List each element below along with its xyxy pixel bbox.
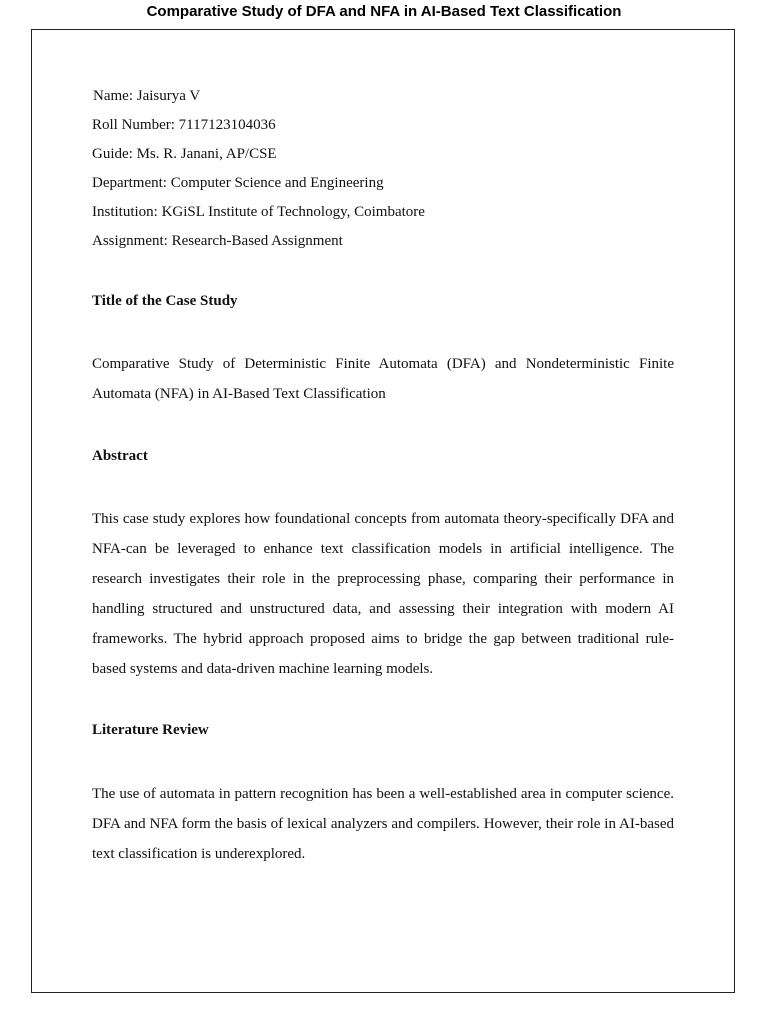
abstract-heading: Abstract (92, 448, 148, 464)
literature-review-text: The use of automata in pattern recognition has been a well-established area in computer science. DFA and NFA form the basis of lexical analyzers and compilers. However, their role in AI-based text classification is underexplored. (92, 786, 674, 862)
page-header-title: Comparative Study of DFA and NFA in AI-Based Text Classification (146, 3, 622, 20)
literature-review-heading: Literature Review (92, 722, 209, 738)
department: Department: Computer Science and Engineering (92, 175, 384, 191)
case-study-title-heading: Title of the Case Study (92, 293, 238, 309)
assignment-type: Assignment: Research-Based Assignment (92, 233, 343, 249)
guide-name: Guide: Ms. R. Janani, AP/CSE (92, 146, 277, 162)
student-name: Name: Jaisurya V (93, 88, 201, 104)
abstract-text: This case study explores how foundational concepts from automata theory-specifically DFA and NFA-can be leveraged to enhance text classification models in artificial intelligence. The research investigates their role in the preprocessing phase, comparing their performance in handling structured and unstructured data, and assessing their integration with modern AI frameworks. The hybrid approach proposed aims to bridge the gap between traditional rule-based systems and data-driven machine learning models. (92, 511, 674, 677)
institution: Institution: KGiSL Institute of Technology, Coimbatore (92, 204, 425, 220)
roll-number: Roll Number: 7117123104036 (92, 117, 276, 133)
case-study-title-text: Comparative Study of Deterministic Finite Automata (DFA) and Nondeterministic Finite Automata (NFA) in AI-Based Text Classification (92, 356, 674, 402)
